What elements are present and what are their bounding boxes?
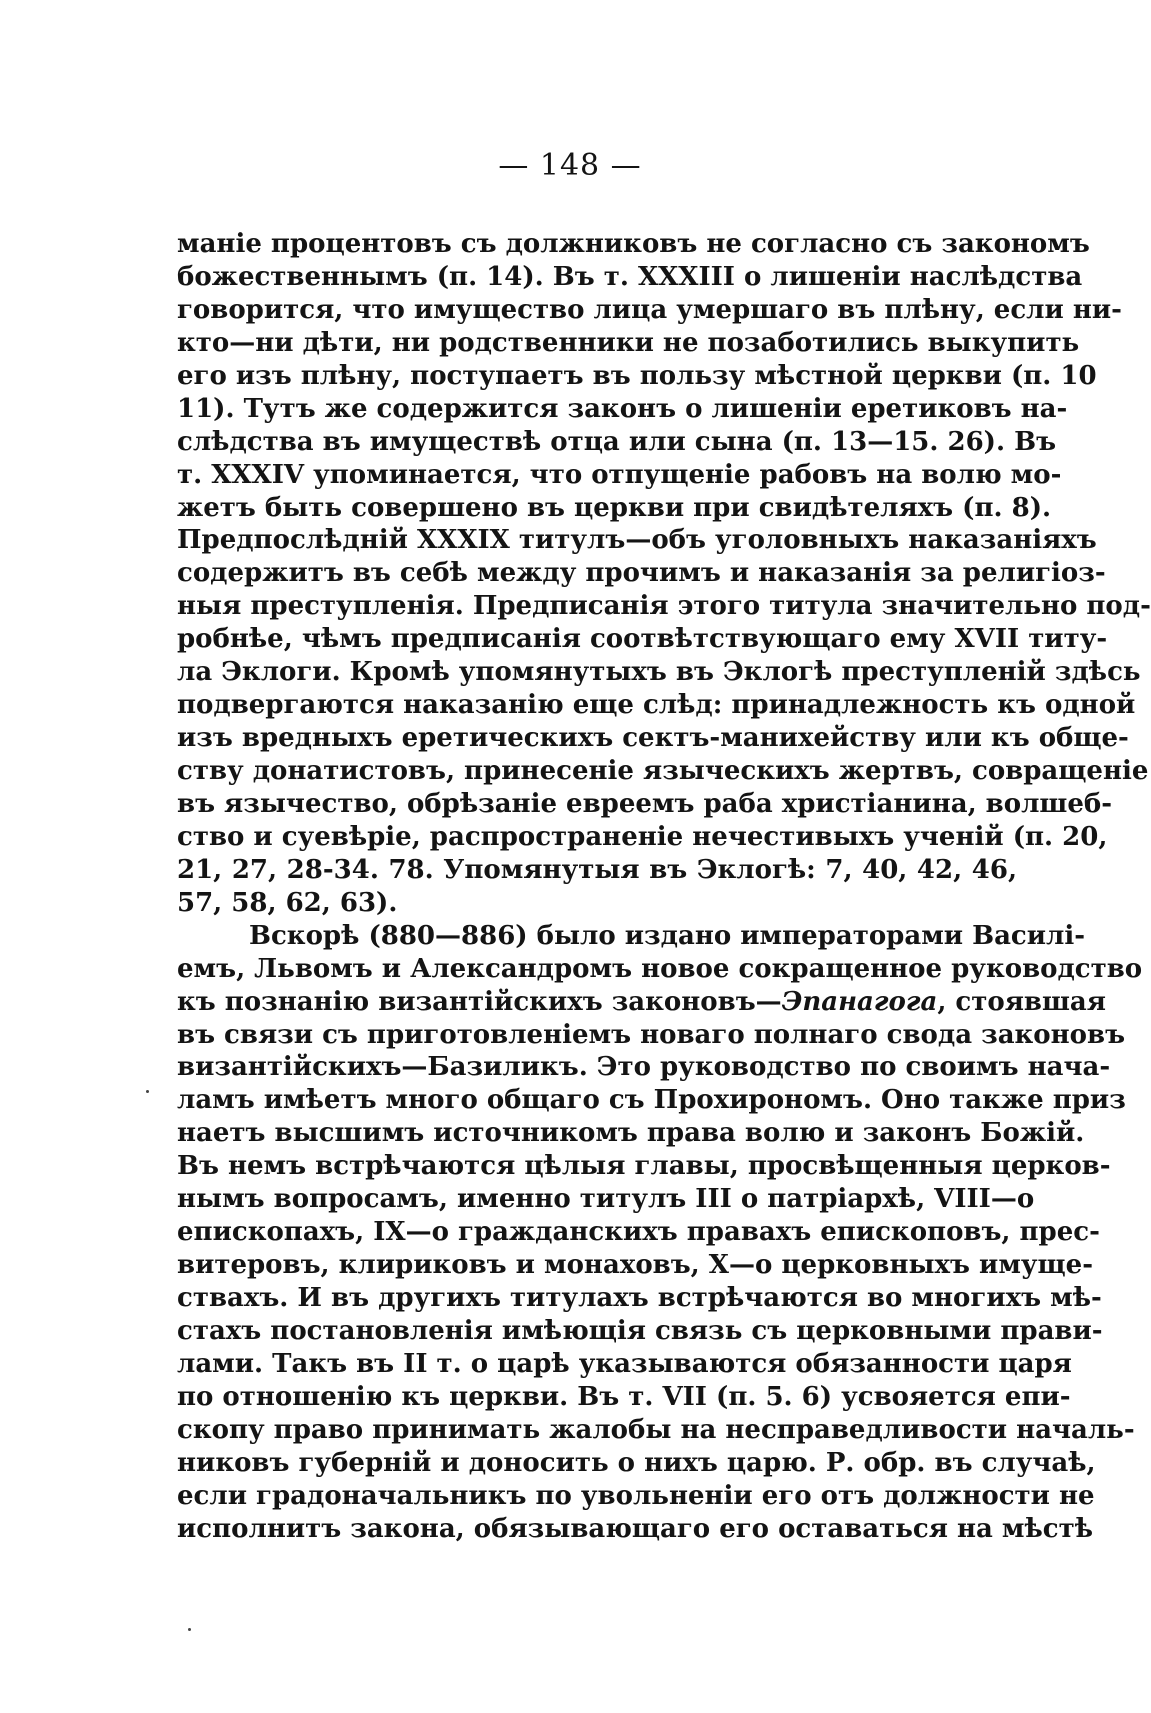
text-fragment: , стоявшая <box>937 986 1106 1017</box>
page-number: — 148 — <box>498 148 642 183</box>
text-line: жетъ быть совершено въ церкви при свидѣтеляхъ (п. 8). <box>177 492 1052 523</box>
text-line: витеровъ, клириковъ и монаховъ, X—о церковныхъ имуще- <box>177 1250 1094 1281</box>
text-line: исполнитъ закона, обязывающаго его оставаться на мѣстѣ <box>177 1513 1093 1544</box>
text-line: если градоначальникъ по увольненіи его отъ должности не <box>177 1480 1095 1511</box>
text-line: византійскихъ—Базиликъ. Это руководство по своимъ нача- <box>177 1052 1111 1083</box>
text-line: кто—ни дѣти, ни родственники не позаботились выкупить <box>177 327 1080 358</box>
text-line: по отношенію къ церкви. Въ т. VII (п. 5. 6) усвояется епи- <box>177 1381 1071 1412</box>
text-line: Въ немъ встрѣчаются цѣлыя главы, просвѣщенныя церков- <box>177 1151 1111 1182</box>
text-line: въ язычество, обрѣзаніе евреемъ раба христіанина, волшеб- <box>177 788 1113 819</box>
text-line: епископахъ, IX—о гражданскихъ правахъ епископовъ, прес- <box>177 1217 1100 1248</box>
text-line: ствахъ. И въ другихъ титулахъ встрѣчаются во многихъ мѣ- <box>177 1283 1102 1313</box>
text-line: лами. Такъ въ II т. о царѣ указываются обязанности царя <box>177 1348 1072 1379</box>
text-line: 57, 58, 62, 63). <box>177 887 398 918</box>
text-fragment: къ познанію византійскихъ законовъ— <box>177 986 782 1017</box>
scan-speck <box>146 1090 149 1093</box>
text-line: маніе процентовъ съ должниковъ не согласно съ закономъ <box>177 229 1090 259</box>
text-line: нымъ вопросамъ, именно титулъ III о патріархѣ, VIII—о <box>177 1184 1035 1215</box>
text-line: 21, 27, 28-34. 78. Упомянутыя въ Эклогѣ: 7, 40, 42, 46, <box>177 854 1017 885</box>
text-line: Предпослѣдній XXXIX титулъ—объ уголовныхъ наказаніяхъ <box>177 525 1097 556</box>
paragraph <box>177 920 1143 1546</box>
text-line: ство и суевѣріе, распространеніе нечестивыхъ ученій (п. 20, <box>177 821 1108 852</box>
text-line: наетъ высшимъ источникомъ права волю и законъ Божій. <box>177 1118 1085 1149</box>
italic-term: Эпанагога <box>781 986 938 1017</box>
text-line: робнѣе, чѣмъ предписанія соотвѣтствующаго ему XVII титу- <box>177 624 1108 655</box>
text-line: ламъ имѣетъ много общаго съ Прохирономъ. Оно также приз <box>177 1085 1126 1116</box>
text-line: стахъ постановленія имѣющія связь съ церковными прави- <box>177 1315 1103 1346</box>
text-line: емъ, Львомъ и Александромъ новое сокращенное руководство <box>177 953 1143 984</box>
text-line <box>177 986 1106 1019</box>
text-line: ству донатистовъ, принесеніе языческихъ жертвъ, совращеніе <box>177 756 1149 786</box>
text-line: подвергаются наказанію еще слѣд: принадлежность къ одной <box>177 690 1136 721</box>
text-line: изъ вредныхъ еретическихъ сектъ-манихейству или къ обще- <box>177 723 1129 754</box>
text-line: ныя преступленія. Предписанія этого титула значительно под- <box>177 591 1151 622</box>
text-line: его изъ плѣну, поступаетъ въ пользу мѣстной церкви (п. 10 <box>177 360 1097 391</box>
text-line: ла Эклоги. Кромѣ упомянутыхъ въ Эклогѣ преступленій здѣсь <box>177 657 1141 688</box>
scan-speck <box>188 1628 191 1631</box>
body-text <box>177 228 1151 1546</box>
text-line: никовъ губерній и доносить о нихъ царю. Р. обр. въ случаѣ, <box>177 1447 1096 1478</box>
text-line: т. XXXIV упоминается, что отпущеніе рабовъ на волю мо- <box>177 459 1062 490</box>
text-line: скопу право принимать жалобы на несправедливости началь- <box>177 1414 1135 1445</box>
text-line: 11). Тутъ же содержится законъ о лишеніи еретиковъ на- <box>177 393 1068 424</box>
paragraph <box>177 228 1151 920</box>
text-line: въ связи съ приготовленіемъ новаго полнаго свода законовъ <box>177 1019 1126 1050</box>
text-line: говорится, что имущество лица умершаго въ плѣну, если ни- <box>177 294 1122 325</box>
text-line: слѣдства въ имуществѣ отца или сына (п. 13—15. 26). Въ <box>177 426 1057 457</box>
text-line: божественнымъ (п. 14). Въ т. XXXIII о лишеніи наслѣдства <box>177 261 1083 292</box>
text-line: Вскорѣ (880—886) было издано императорами Василі- <box>249 920 1086 951</box>
text-line: содержитъ въ себѣ между прочимъ и наказанія за религіоз- <box>177 558 1106 589</box>
